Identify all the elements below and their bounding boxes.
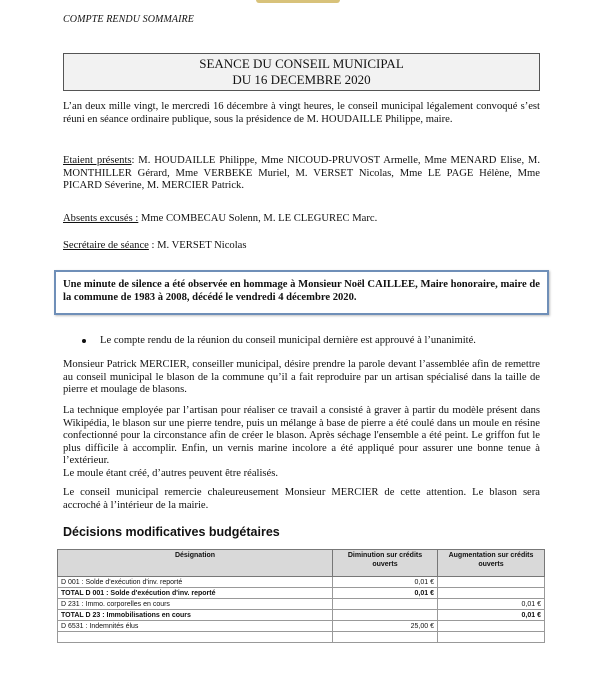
table-header-row xyxy=(58,550,545,577)
budget-heading: Décisions modificatives budgétaires xyxy=(63,525,280,539)
technique-text: La technique employée par l’artisan pour réaliser ce travail a consisté à graver à partir du modèle présent dans Wikipédia, le blason sur une pierre tendre, puis un mélange à base de pierre a été coulé dans un moule en résine confectionné pour la circonstance afin de créer le blason. Après séchage l'ensemble a été peint. Le griffon fut le plus difficile à accomplir. Enfin, un vernis marine incolore a été appliqué pour assurer une bonne tenue à l’extérieur. xyxy=(63,405,540,467)
table-cell xyxy=(333,632,438,643)
bullet-icon xyxy=(82,339,86,343)
budget-table xyxy=(57,549,545,643)
table-cell: 0,01 € xyxy=(438,599,545,610)
table-row xyxy=(58,621,545,632)
table-row xyxy=(58,588,545,599)
paragraph-mercier: Monsieur Patrick MERCIER, conseiller municipal, désire prendre la parole devant l’assemblée afin de remettre au conseil municipal le blason de la commune qu’il a fait reproduire par un artisan spécialisé dans la taille de pierre et moulage de blasons. xyxy=(63,359,540,396)
table-row xyxy=(58,610,545,621)
table-cell: D 231 : Immo. corporelles en cours xyxy=(58,599,333,610)
attendance-present xyxy=(63,155,540,193)
absent-list: Mme COMBECAU Solenn, M. LE CLEGUREC Marc. xyxy=(138,213,378,224)
tribute-notice: Une minute de silence a été observée en hommage à Monsieur Noël CAILLEE, Maire honoraire, maire de la commune de 1983 à 2008, décédé le vendredi 4 décembre 2020. xyxy=(54,270,549,315)
secretary-label: Secrétaire de séance xyxy=(63,240,149,251)
column-header: Augmentation sur crédits ouverts xyxy=(438,550,545,577)
table-cell: TOTAL D 001 : Solde d'exécution d'inv. reporté xyxy=(58,588,333,599)
paragraph-technique xyxy=(63,405,540,481)
column-header: Diminution sur crédits ouverts xyxy=(333,550,438,577)
table-row xyxy=(58,599,545,610)
table-cell xyxy=(438,577,545,588)
table-cell xyxy=(438,632,545,643)
document-label: COMPTE RENDU SOMMAIRE xyxy=(63,14,194,25)
table-cell: D 6531 : Indemnités élus xyxy=(58,621,333,632)
table-cell xyxy=(333,610,438,621)
letterhead-ornament xyxy=(256,0,340,3)
title-line-2: DU 16 DECEMBRE 2020 xyxy=(232,72,371,87)
table-cell xyxy=(58,632,333,643)
present-list: : M. HOUDAILLE Philippe, Mme NICOUD-PRUVOST Armelle, Mme MENARD Elise, M. MONTHILLER Gérard, Mme VERBEKE Muriel, M. VERSET Nicolas, Mme LE PAGE Hélène, Mme PICARD Séverine, M. MERCIER Patrick. xyxy=(63,155,540,192)
table-cell xyxy=(438,588,545,599)
table-row xyxy=(58,632,545,643)
mould-text: Le moule étant créé, d’autres peuvent être réalisés. xyxy=(63,467,279,479)
paragraph-thanks: Le conseil municipal remercie chaleureusement Monsieur MERCIER de cette attention. Le blason sera accroché à l’intérieur de la mairie. xyxy=(63,487,540,511)
approval-text: Le compte rendu de la réunion du conseil municipal dernière est approuvé à l’unanimité. xyxy=(100,335,476,346)
title-line-1: SEANCE DU CONSEIL MUNICIPAL xyxy=(199,56,404,71)
secretary-name: : M. VERSET Nicolas xyxy=(148,240,247,251)
absent-label: Absents excusés : xyxy=(63,213,139,224)
table-cell: TOTAL D 23 : Immobilisations en cours xyxy=(58,610,333,621)
present-label: Etaient présents xyxy=(63,155,132,166)
table-cell: 0,01 € xyxy=(333,588,438,599)
table-cell: 0,01 € xyxy=(333,577,438,588)
attendance-absent xyxy=(63,213,540,226)
table-cell: 0,01 € xyxy=(438,610,545,621)
table-row xyxy=(58,577,545,588)
table-cell xyxy=(438,621,545,632)
title-box xyxy=(63,53,540,91)
table-cell: 25,00 € xyxy=(333,621,438,632)
table-cell: D 001 : Solde d'exécution d'inv. reporté xyxy=(58,577,333,588)
table-cell xyxy=(333,599,438,610)
secretary-line xyxy=(63,240,540,253)
intro-paragraph: L’an deux mille vingt, le mercredi 16 décembre à vingt heures, le conseil municipal légalement convoqué s’est réuni en séance ordinaire publique, sous la présidence de M. HOUDAILLE Philippe, maire. xyxy=(63,101,540,125)
column-header: Désignation xyxy=(58,550,333,577)
